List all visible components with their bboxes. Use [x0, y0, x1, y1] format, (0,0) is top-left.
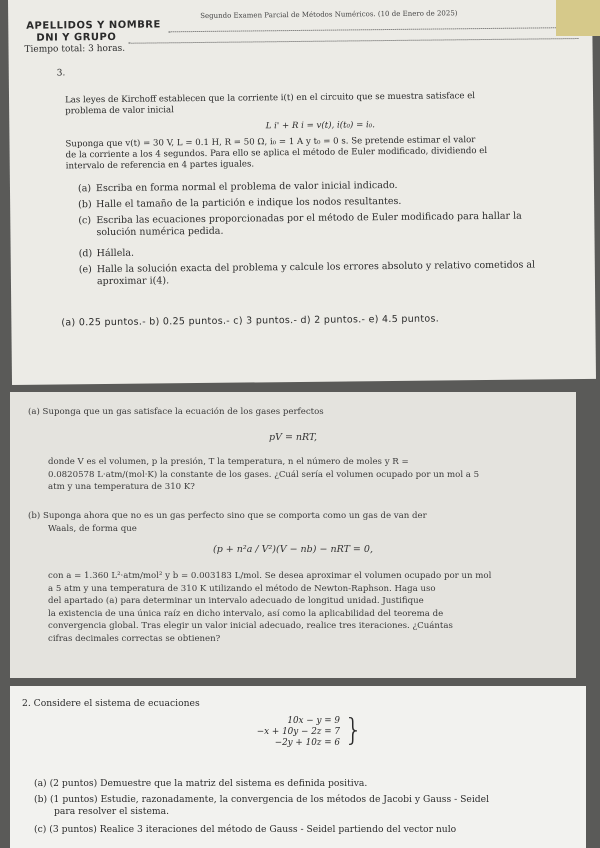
part-a-body	[48, 456, 568, 494]
item-text-cont: solución numérica pedida.	[96, 225, 224, 239]
points-summary: (a) 0.25 puntos.- b) 0.25 puntos.- c) 3 puntos.- d) 2 puntos.- e) 4.5 puntos.	[61, 313, 440, 329]
right-brace: }	[344, 713, 364, 748]
part-b-body-line: convergencia global. Tras elegir un valor inicial adecuado, realice tres iteraciones. ¿Cuántas	[48, 621, 453, 631]
part-a-line: atm y una temperatura de 310 K?	[48, 482, 195, 492]
system-equation: −x + 10y − 2z = 7	[256, 727, 340, 737]
part-b-body-line: con a = 1.360 L²·atm/mol² y b = 0.003183 L/mol. Se desea aproximar el volumen ocupado por un mol	[48, 571, 492, 581]
exam-sheet-1	[8, 0, 596, 385]
part-a-heading: (a) Suponga que un gas satisface la ecuación de los gases perfectos	[28, 407, 324, 417]
part-a-line: donde V es el volumen, p la presión, T la temperatura, n el número de moles y R =	[48, 457, 409, 467]
item-letter: (b)	[78, 199, 92, 211]
part-b-body-line: a 5 atm y una temperatura de 310 K utilizando el método de Newton-Raphson. Haga uso	[48, 583, 436, 594]
dni-label: DNI Y GRUPO	[36, 31, 117, 44]
exam-title: Segundo Examen Parcial de Métodos Numéricos. (10 de Enero de 2025)	[200, 9, 458, 20]
ode-equation: L i' + R i = v(t), i(t₀) = i₀.	[265, 120, 376, 132]
setup-line: de la corriente a los 4 segundos. Para ello se aplica el método de Euler modificado, dividiendo el	[65, 145, 488, 161]
time-label: Tiempo total: 3 horas.	[24, 43, 126, 55]
van-der-waals-equation: (p + n²a / V²)(V − nb) − nRT = 0,	[213, 544, 373, 555]
item-b	[78, 194, 578, 211]
item-text: Hállela.	[96, 247, 135, 260]
part-b-line: (b) Suponga ahora que no es un gas perfecto sino que se comporta como un gas de van der	[28, 511, 427, 521]
name-line	[168, 27, 578, 32]
setup-line: Suponga que v(t) = 30 V, L = 0.1 H, R = 50 Ω, i₀ = 1 A y t₀ = 0 s. Se pretende estimar el valor	[65, 135, 476, 150]
item-letter: (e)	[78, 264, 92, 276]
item-c	[78, 210, 583, 239]
intro-line: problema de valor inicial	[65, 105, 174, 117]
part-b-body	[48, 570, 568, 645]
exam-sheet-2	[10, 392, 576, 678]
item-e	[79, 259, 584, 288]
item-letter: (a)	[77, 183, 92, 195]
question-2-heading: 2. Considere el sistema de ecuaciones	[22, 698, 200, 709]
setup-line: intervalo de referencia en 4 partes iguales.	[65, 159, 255, 172]
part-a-line: 0.0820578 L·atm/(mol·K) la constante de los gases. ¿Cuál sería el volumen ocupado por un mol a 5	[48, 469, 480, 480]
item-letter: (c)	[78, 215, 92, 227]
item-text: Halle la solución exacta del problema y calcule los errores absoluto y relativo cometidos al	[96, 259, 536, 276]
item-text: Escriba las ecuaciones proporcionadas por el método de Euler modificado para hallar la	[96, 210, 522, 227]
q2-item-a: (a) (2 puntos) Demuestre que la matriz del sistema es definida positiva.	[34, 778, 368, 789]
ideal-gas-equation: pV = nRT,	[268, 432, 317, 443]
item-text: Escriba en forma normal el problema de valor inicial indicado.	[95, 179, 398, 195]
part-b-body-line: del apartado (a) para determinar un intervalo adecuado de longitud unidad. Justifique	[48, 596, 424, 606]
exam-sheet-3	[10, 686, 586, 848]
name-label: APELLIDOS Y NOMBRE	[26, 19, 161, 32]
item-text: Halle el tamaño de la partición e indique los nodos resultantes.	[96, 195, 402, 211]
item-a	[78, 178, 578, 195]
part-b-heading	[28, 510, 568, 535]
item-d	[79, 243, 579, 260]
linear-system	[200, 716, 340, 749]
dni-line	[128, 38, 578, 44]
question-number: 3.	[56, 68, 66, 79]
intro-text	[65, 90, 585, 117]
q2-item-c: (c) (3 puntos) Realice 3 iteraciones del método de Gauss - Seidel partiendo del vector nulo	[34, 824, 457, 835]
part-b-body-line: cifras decimales correctas se obtienen?	[48, 633, 221, 644]
q2-item-b-line: (b) (1 puntos) Estudie, razonadamente, la convergencia de los métodos de Jacobi y Gauss - Seidel	[34, 794, 490, 805]
intro-line: Las leyes de Kirchoff establecen que la corriente i(t) en el circuito que se muestra satisface el	[65, 91, 476, 106]
item-letter: (d)	[78, 248, 93, 260]
part-b-line: Waals, de forma que	[48, 523, 137, 534]
part-b-body-line: la existencia de una única raíz en dicho intervalo, así como la aplicabilidad del teorema de	[48, 608, 444, 619]
setup-text	[65, 134, 585, 172]
system-equation: 10x − y = 9	[287, 716, 340, 726]
q2-item-b-line: para resolver el sistema.	[54, 806, 170, 817]
background-strip	[556, 0, 600, 36]
system-equation: −2y + 10z = 6	[274, 738, 340, 748]
q2-item-b	[34, 794, 582, 818]
item-text-cont: aproximar i(4).	[96, 275, 170, 288]
